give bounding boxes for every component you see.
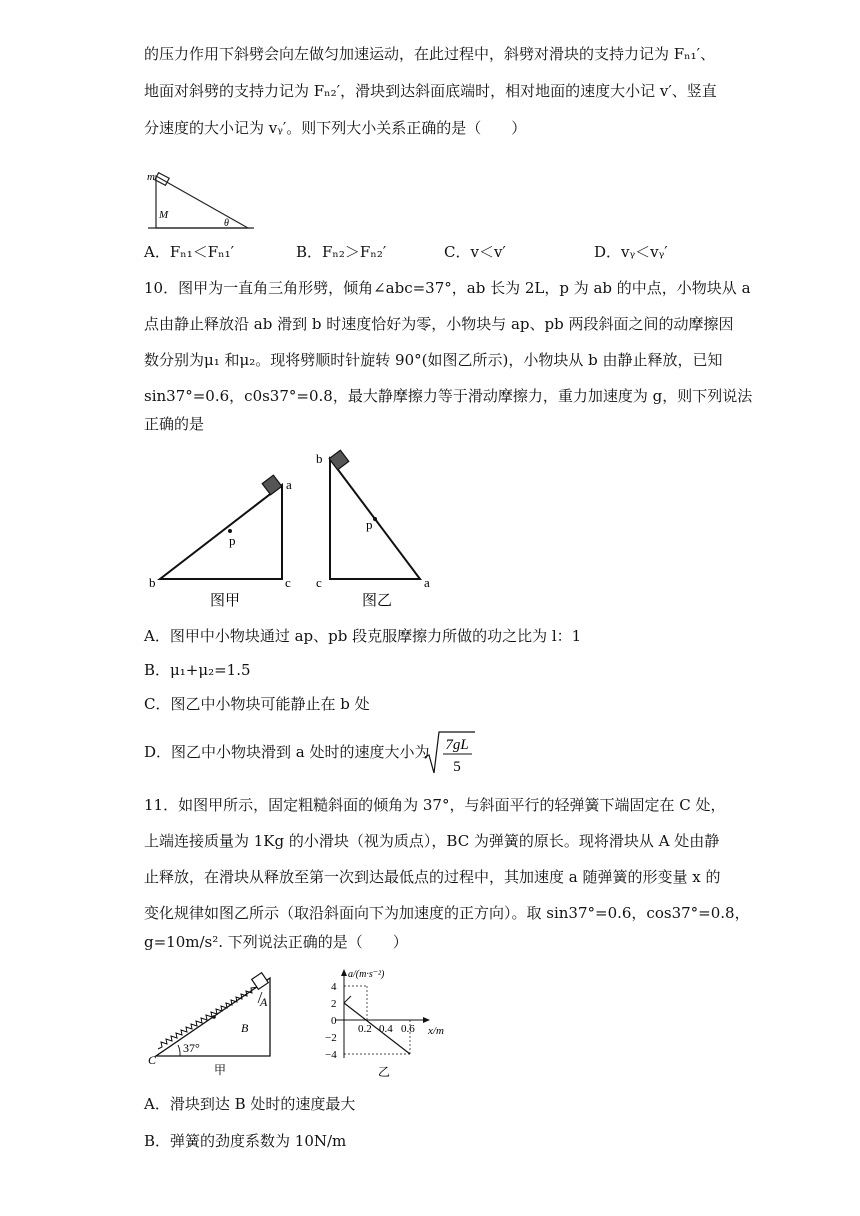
q11-yi-ytick-neg4: −4 [325, 1049, 337, 1061]
q9-option-c: C．v＜v′ [444, 243, 506, 261]
q9-option-b: B．Fₙ₂＞Fₙ₂′ [296, 243, 387, 261]
q10-formula-numerator: 7gL [445, 737, 469, 753]
q11-line-4: 变化规律如图乙所示（取沿斜面向下为加速度的正方向）。取 sin37°=0.6，cos37°=0.8， [144, 904, 750, 922]
q9-line-1: 的压力作用下斜劈会向左做匀加速运动，在此过程中，斜劈对滑块的支持力记为 Fₙ₁′、 [144, 45, 716, 63]
q11-yi-ylabel: a/(m·s⁻²) [348, 969, 385, 980]
q10-jia-label-b: b [149, 575, 156, 590]
q10-formula-denominator: 5 [453, 759, 461, 775]
q11-yi-caption: 乙 [378, 1065, 391, 1079]
q9-label-theta: θ [224, 218, 229, 229]
q11-jia-label-C: C [148, 1053, 157, 1067]
q10-figure-jia [149, 475, 292, 609]
q11-jia-label-B: B [241, 1021, 249, 1035]
q11-option-b: B．弹簧的劲度系数为 10N/m [144, 1132, 347, 1150]
q10-yi-label-c: c [316, 575, 322, 590]
q11-yi-xlabel: x/m [428, 1025, 444, 1037]
q9-line-3: 分速度的大小记为 vᵧ′。则下列大小关系正确的是（ ） [144, 119, 527, 137]
q10-figures [144, 445, 444, 611]
q10-option-d-sqrt-formula [424, 729, 476, 777]
q10-option-d-text: D．图乙中小物块滑到 a 处时的速度大小为 [144, 743, 430, 761]
q10-jia-label-c: c [285, 575, 291, 590]
q10-option-d [144, 742, 430, 762]
q9-line-2: 地面对斜劈的支持力记为 Fₙ₂′，滑块到达斜面底端时，相对地面的速度大小记 v′、竖直 [144, 82, 717, 100]
q11-line-2: 上端连接质量为 1Kg 的小滑块（视为质点），BC 为弹簧的原长。现将滑块从 A 处由静 [144, 832, 720, 850]
q10-yi-label-b: b [316, 451, 323, 466]
q9-label-m: m [147, 171, 155, 183]
q10-line-2: 点由静止释放沿 ab 滑到 b 时速度恰好为零，小物块与 ap、pb 两段斜面之间的动摩擦因 [144, 315, 734, 333]
q11-yi-ytick-2: 2 [331, 998, 337, 1010]
q10-option-c: C．图乙中小物块可能静止在 b 处 [144, 695, 370, 713]
q9-label-M: M [159, 209, 169, 221]
q11-yi-ytick-0: 0 [331, 1015, 337, 1027]
q9-option-a: A．Fₙ₁＜Fₙ₁′ [144, 243, 235, 261]
q11-figure-yi [322, 966, 452, 1080]
q10-line-4: sin37°=0.6，c0s37°=0.8，最大静摩擦力等于滑动摩擦力，重力加速度为 g，则下列说法 [144, 387, 753, 405]
q11-jia-label-angle: 37° [183, 1041, 200, 1055]
q11-option-a: A．滑块到达 B 处时的速度最大 [144, 1095, 356, 1113]
q10-jia-label-a: a [286, 477, 292, 492]
q11-yi-xtick-0.2: 0.2 [358, 1023, 372, 1035]
q11-jia-label-A: A [260, 995, 268, 1009]
q10-jia-label-p: p [229, 533, 236, 548]
q10-yi-label-a: a [424, 575, 430, 590]
q10-yi-caption: 图乙 [362, 593, 393, 609]
q11-figure-jia [146, 970, 286, 1078]
q10-line-5: 正确的是 [144, 415, 205, 433]
q11-yi-xtick-0.6: 0.6 [401, 1023, 415, 1035]
q10-line-1: 10．图甲为一直角三角形劈，倾角∠abc=37°，ab 长为 2L，p 为 ab 的中点，小物块从 a [144, 279, 751, 297]
q10-figure-yi [316, 450, 430, 609]
q10-option-a: A．图甲中小物块通过 ap、pb 段克服摩擦力所做的功之比为 l：1 [144, 627, 582, 645]
q10-line-3: 数分别为μ₁ 和μ₂。现将劈顺时针旋转 90°(如图乙所示)，小物块从 b 由静止释放，已知 [144, 351, 723, 369]
q10-yi-label-p: p [366, 517, 373, 532]
q11-jia-caption: 甲 [214, 1063, 227, 1077]
q10-option-b: B．μ₁+μ₂=1.5 [144, 661, 251, 679]
q11-line-5: g=10m/s². 下列说法正确的是（ ） [144, 933, 408, 951]
q11-yi-ytick-neg2: −2 [325, 1032, 337, 1044]
q11-yi-xtick-0.4: 0.4 [379, 1023, 393, 1035]
q11-line-1: 11．如图甲所示，固定粗糙斜面的倾角为 37°，与斜面平行的轻弹簧下端固定在 C 处， [144, 796, 726, 814]
q11-yi-ytick-4: 4 [331, 981, 337, 993]
q9-wedge-figure [144, 170, 256, 234]
q11-line-3: 止释放，在滑块从释放至第一次到达最低点的过程中，其加速度 a 随弹簧的形变量 x 的 [144, 868, 721, 886]
q9-option-d: D．vᵧ＜vᵧ′ [594, 243, 668, 261]
q10-jia-caption: 图甲 [210, 593, 241, 609]
